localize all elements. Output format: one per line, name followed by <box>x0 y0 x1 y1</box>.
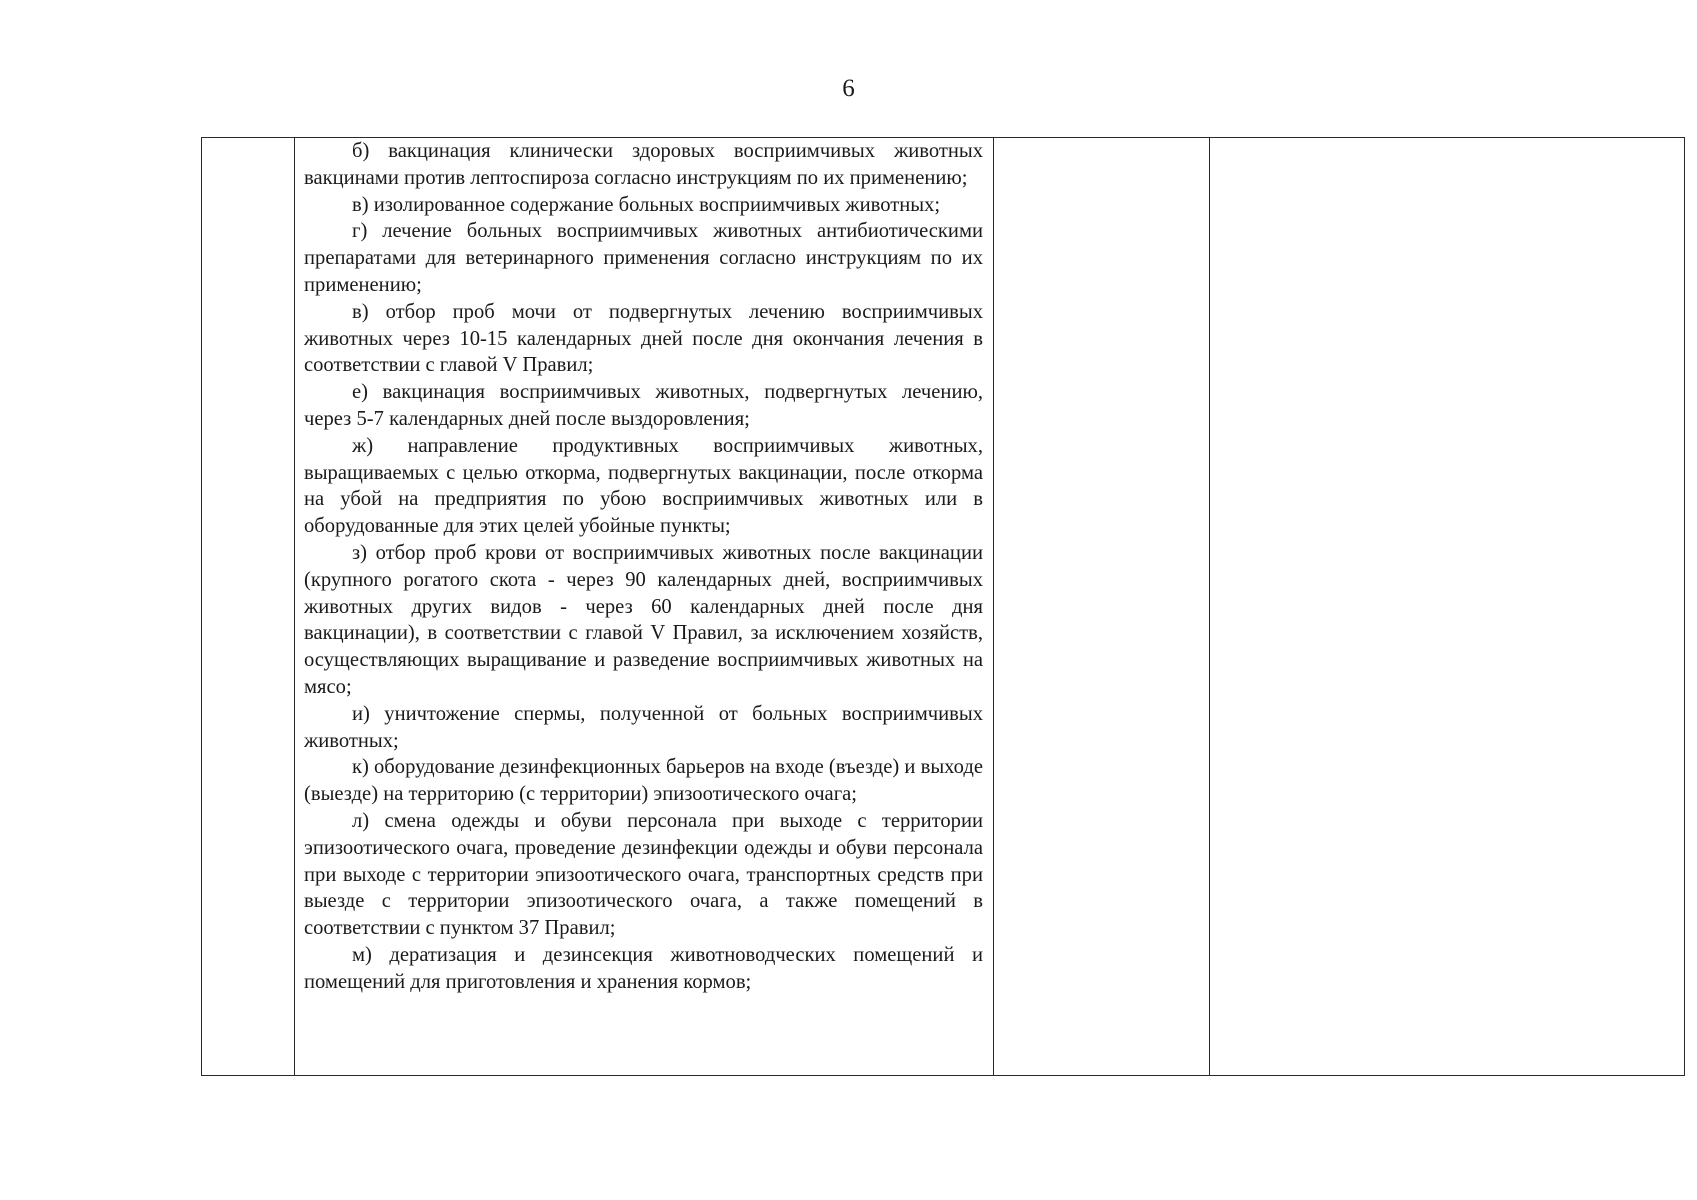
measure-item-g: г) лечение больных восприимчивых животных антибиотическими препаратами для ветеринарного применения согласно инструкциям по их применению; <box>304 220 983 296</box>
measure-item-zh: ж) направление продуктивных восприимчивых животных, выращиваемых с целью откорма, подвергнутых вакцинации, после откорма на убой на предприятия по убою восприимчивых животных или в оборудованные для этих целей убойные пункты; <box>304 434 983 538</box>
measure-item-z: з) отбор проб крови от восприимчивых животных после вакцинации (крупного рогатого скота - через 90 календарных дней, восприимчивых животных других видов - через 60 календарных дней после дня вакцинации), в соответствии с главой V Правил, за исключением хозяйств, осуществляющих выращивание и разведение восприимчивых животных на мясо; <box>304 541 983 698</box>
measure-item-v-isolation: в) изолированное содержание больных восприимчивых животных; <box>352 193 941 216</box>
page-number: 6 <box>842 75 855 102</box>
measure-item-k: к) оборудование дезинфекционных барьеров на входе (въезде) и выходе (выезде) на территорию (с территории) эпизоотического очага; <box>304 756 983 806</box>
measure-item-v-urine-sampling: в) отбор проб мочи от подвергнутых лечению восприимчивых животных через 10-15 календарных дней после дня окончания лечения в соответствии с главой V Правил; <box>304 300 983 377</box>
measure-item-e: е) вакцинация восприимчивых животных, подвергнутых лечению, через 5-7 календарных дней после выздоровления; <box>304 381 983 430</box>
table-cell-empty-first <box>202 138 295 1076</box>
measure-item-i: и) уничтожение спермы, полученной от больных восприимчивых животных; <box>304 702 983 752</box>
table-cell-empty-third <box>994 138 1210 1076</box>
measures-table <box>201 137 1685 1076</box>
table-cell-measures <box>295 138 994 1076</box>
measure-item-l: л) смена одежды и обуви персонала при выходе с территории эпизоотического очага, проведение дезинфекции одежды и обуви персонала при выходе с территории эпизоотического очага, транспортных средств при выезде с территории эпизоотического очага, а также помещений в соответствии с пунктом 37 Правил; <box>304 809 983 940</box>
table-cell-empty-fourth <box>1210 138 1685 1076</box>
measure-item-b: б) вакцинация клинически здоровых восприимчивых животных вакцинами против лептоспироза согласно инструкциям по их применению; <box>304 140 983 189</box>
measure-item-m: м) дератизация и дезинсекция животноводческих помещений и помещений для приготовления и хранения кормов; <box>304 943 983 993</box>
table-row <box>202 138 1685 1076</box>
